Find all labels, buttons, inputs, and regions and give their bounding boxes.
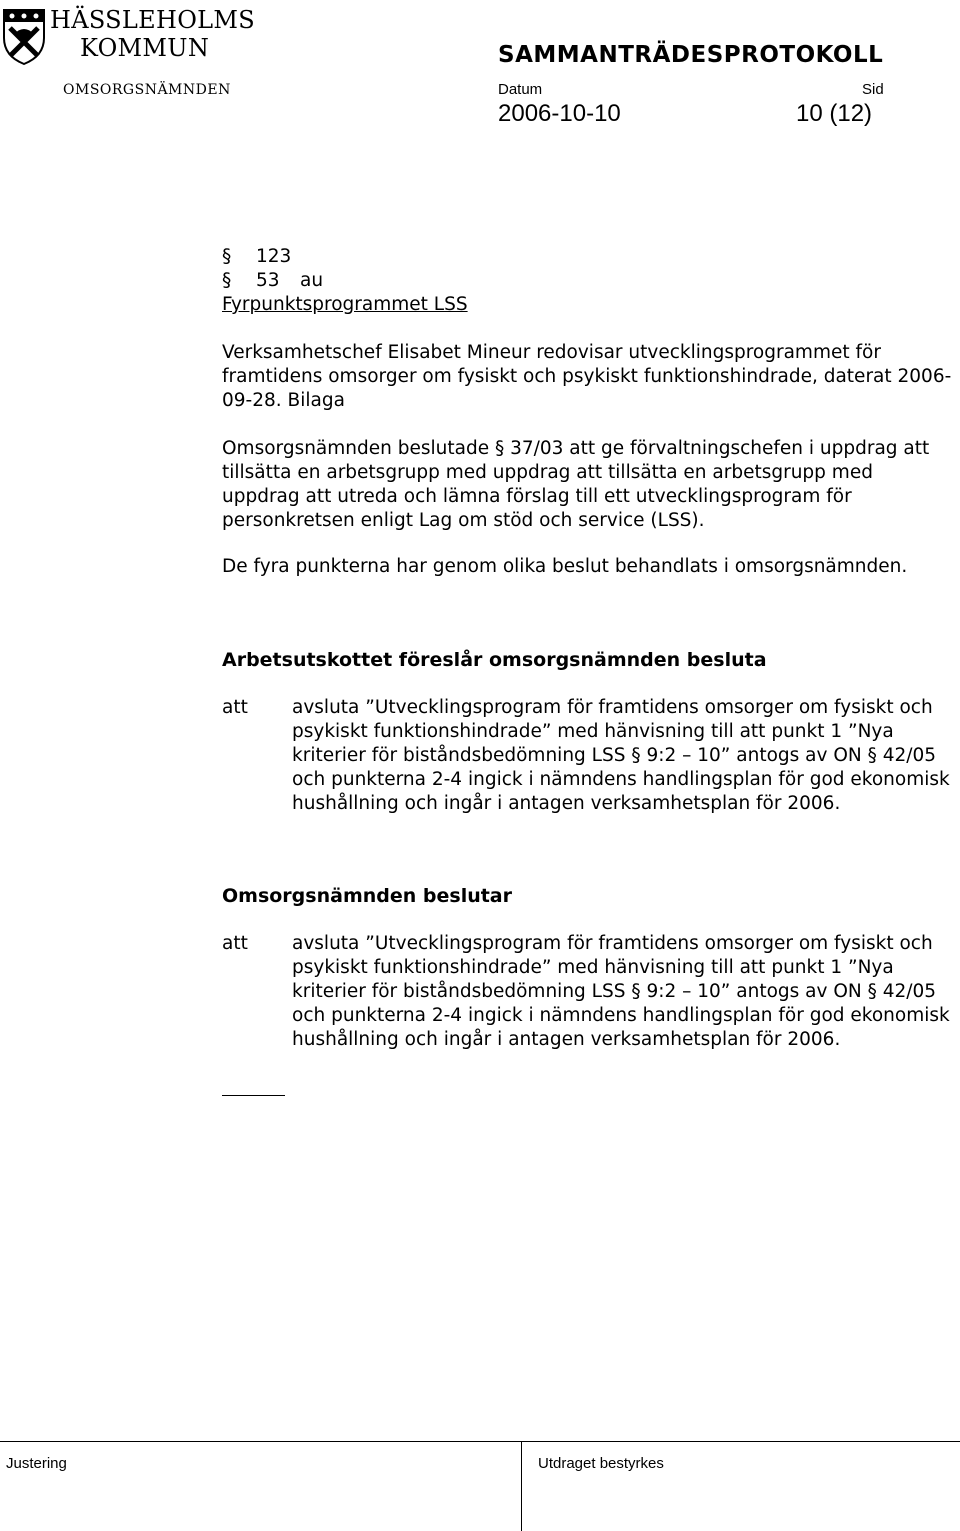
footer-extract-label: Utdraget bestyrkes — [538, 1455, 664, 1472]
section-symbol: § — [222, 270, 232, 291]
org-name-line1: HÄSSLEHOLMS — [50, 6, 256, 34]
intro-paragraph — [222, 341, 952, 413]
proposal-heading: Arbetsutskottet föreslår omsorgsnämnden besluta — [222, 649, 767, 671]
date-label: Datum — [498, 81, 543, 98]
coat-of-arms-icon — [0, 4, 48, 66]
treated-text: De fyra punkterna har genom olika beslut behandlats i omsorgsnämnden. — [222, 556, 908, 577]
date-value: 2006-10-10 — [498, 100, 621, 127]
committee-name: OMSORGSNÄMNDEN — [63, 82, 231, 98]
decision-text: Omsorgsnämnden beslutade § 37/03 att ge förvaltningschefen i uppdrag att tillsätta en arbetsgrupp med uppdrag att tillsätta en arbetsgrupp med uppdrag att utreda och lämna förslag till ett utvecklingsprogram för personkretsen enligt Lag om stöd och service (LSS). — [222, 438, 930, 531]
section-number: 123 — [256, 246, 292, 267]
footer-divider — [521, 1441, 522, 1531]
section-symbol: § — [222, 246, 232, 267]
proposal-att: att — [222, 697, 248, 718]
resolution-text: avsluta ”Utvecklingsprogram för framtidens omsorger om fysiskt och psykiskt funktionshindrade” med hänvisning till att punkt 1 ”Nya kriterier för biståndsbedömning LSS § 9:2 – 10” antogs av ON § 42/05 och punkterna 2-4 ingick i nämndens handlingsplan för god ekonomisk hushållning och ingår i antagen verksamhetsplan för 2006. — [292, 933, 950, 1050]
proposal-text: avsluta ”Utvecklingsprogram för framtidens omsorger om fysiskt och psykiskt funktionshindrade” med hänvisning till att punkt 1 ”Nya kriterier för biståndsbedömning LSS § 9:2 – 10” antogs av ON § 42/05 och punkterna 2-4 ingick i nämndens handlingsplan för god ekonomisk hushållning och ingår i antagen verksamhetsplan för 2006. — [292, 697, 950, 814]
org-name-line2: KOMMUN — [80, 34, 210, 62]
footer-rule — [0, 1441, 960, 1442]
page-label: Sid — [862, 81, 884, 98]
au-section-number: 53 — [256, 270, 280, 291]
end-rule — [222, 1095, 285, 1096]
subject-title: Fyrpunktsprogrammet LSS — [222, 294, 468, 315]
decision-paragraph — [222, 437, 952, 533]
resolution-heading: Omsorgsnämnden beslutar — [222, 885, 513, 907]
footer-justering-label: Justering — [6, 1455, 67, 1472]
document-title: SAMMANTRÄDESPROTOKOLL — [498, 42, 884, 68]
intro-text: Verksamhetschef Elisabet Mineur redovisar utvecklingsprogrammet för framtidens omsorger om fysiskt och psykiskt funktionshindrade, daterat 2006-09-28. Bilaga — [222, 342, 952, 411]
page-value: 10 (12) — [796, 100, 873, 127]
treated-paragraph — [222, 555, 952, 579]
au-label: au — [300, 270, 324, 291]
resolution-att: att — [222, 933, 248, 954]
